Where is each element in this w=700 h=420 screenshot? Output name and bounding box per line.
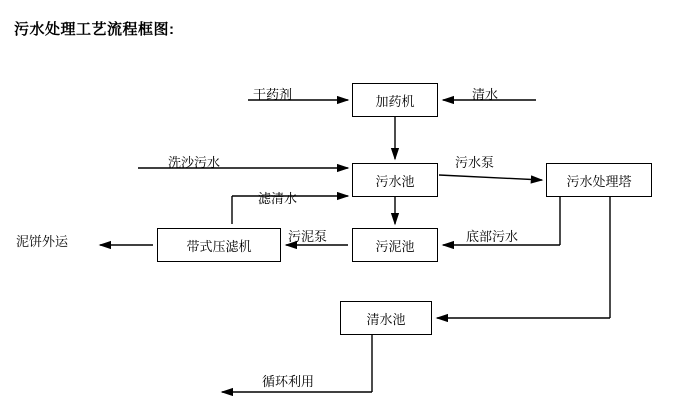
node-label: 清水池	[366, 311, 406, 327]
edge-label-sludge-pump: 污泥泵	[288, 229, 328, 244]
node-label: 污水池	[375, 173, 415, 189]
node-label: 带式压滤机	[186, 238, 252, 254]
edge-label-sand-washing-sewage: 洗沙污水	[168, 155, 221, 170]
edge-label-recycling-reuse: 循环利用	[262, 374, 315, 389]
node-treatment-tower[interactable]	[546, 163, 652, 197]
node-sludge-pool[interactable]	[352, 228, 438, 262]
node-belt-filter-press[interactable]	[157, 228, 281, 262]
node-label: 污水处理塔	[566, 173, 632, 189]
edge-label-filtered-clear-water: 滤清水	[258, 191, 298, 206]
node-clear-water-pool[interactable]	[340, 301, 432, 335]
node-label: 污泥池	[375, 238, 415, 254]
node-label: 加药机	[375, 93, 415, 109]
node-dosing-machine[interactable]	[352, 83, 438, 117]
edge-label-dry-agent: 干药剂	[253, 87, 293, 102]
edge-label-bottom-sewage: 底部污水	[466, 229, 519, 244]
edge-label-clean-water: 清水	[472, 87, 499, 102]
page-title: 污水处理工艺流程框图:	[14, 21, 175, 38]
edge-label-sewage-pump: 污水泵	[455, 155, 495, 170]
edge-label-mud-cake-transport: 泥饼外运	[16, 234, 69, 249]
node-sewage-pool[interactable]	[352, 163, 438, 197]
